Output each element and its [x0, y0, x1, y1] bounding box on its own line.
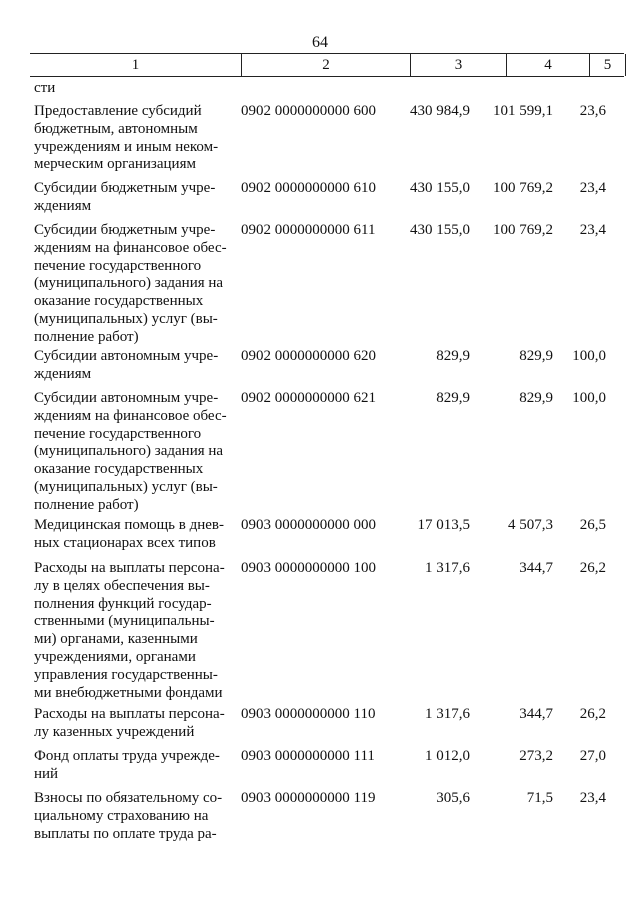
- description-line: Предоставление субсидий: [34, 103, 202, 119]
- row-col-5: 26,2: [579, 706, 606, 722]
- description-line: Расходы на выплаты персона-: [34, 706, 225, 722]
- row-col-3: 430 155,0: [410, 222, 470, 238]
- description-line: (муниципального) задания на: [34, 275, 224, 292]
- description-line: (муниципального) задания на: [34, 443, 224, 460]
- description-line: циальному страхованию на: [34, 807, 209, 824]
- row-description: [34, 748, 234, 784]
- description-line: лу казенных учреждений: [34, 723, 195, 740]
- description-line: полнение работ): [34, 496, 139, 513]
- description-line: ждениям на финансовое обес-: [34, 239, 227, 256]
- row-col-3: 1 012,0: [425, 748, 470, 764]
- description-line: Субсидии автономным учре-: [34, 390, 219, 406]
- row-description: [34, 180, 234, 216]
- row-col-5: 26,5: [579, 517, 606, 533]
- description-line: (муниципальных) услуг (вы-: [34, 478, 218, 495]
- description-line: ждениям: [34, 365, 92, 382]
- row-description: [34, 706, 234, 742]
- row-description: [34, 517, 234, 553]
- row-col-5: 23,4: [579, 790, 606, 806]
- row-code: 0903 0000000000 119: [241, 790, 376, 806]
- description-line: Субсидии автономным учре-: [34, 348, 219, 364]
- row-code: 0902 0000000000 600: [241, 103, 376, 119]
- description-line: ждениям на финансовое обес-: [34, 407, 227, 424]
- description-line: полнение работ): [34, 328, 139, 345]
- header-col-2: 2: [241, 54, 410, 76]
- description-line: Взносы по обязательному со-: [34, 790, 223, 806]
- row-col-4: 344,7: [519, 560, 553, 576]
- row-col-3: 305,6: [436, 790, 470, 806]
- description-line: ных стационарах всех типов: [34, 534, 216, 551]
- description-line: выплаты по оплате труда ра-: [34, 825, 217, 842]
- row-code: 0902 0000000000 620: [241, 348, 376, 364]
- description-line: полнения функций государ-: [34, 595, 212, 612]
- row-code: 0903 0000000000 110: [241, 706, 376, 722]
- row-col-3: 430 155,0: [410, 180, 470, 196]
- row-col-4: 344,7: [519, 706, 553, 722]
- description-line: управления государственны-: [34, 666, 218, 683]
- description-line: печение государственного: [34, 425, 202, 442]
- row-col-5: 23,6: [579, 103, 606, 119]
- table-header: [30, 53, 624, 77]
- row-col-5: 27,0: [579, 748, 606, 764]
- row-description: [34, 390, 234, 515]
- description-line: сти: [34, 80, 56, 96]
- row-code: 0903 0000000000 111: [241, 748, 375, 764]
- row-col-4: 829,9: [519, 348, 553, 364]
- row-col-5: 23,4: [579, 222, 606, 238]
- row-col-5: 23,4: [579, 180, 606, 196]
- header-col-4: 4: [506, 54, 589, 76]
- header-col-1: 1: [131, 57, 140, 73]
- row-col-4: 101 599,1: [493, 103, 553, 119]
- row-col-3: 829,9: [436, 390, 470, 406]
- row-col-4: 273,2: [519, 748, 553, 764]
- description-line: ственными (муниципальны-: [34, 613, 215, 630]
- row-description: [34, 80, 234, 98]
- description-line: оказание государственных: [34, 461, 204, 478]
- row-description: [34, 790, 234, 843]
- description-line: (муниципальных) услуг (вы-: [34, 310, 218, 327]
- description-line: бюджетным, автономным: [34, 120, 198, 137]
- row-col-4: 829,9: [519, 390, 553, 406]
- row-col-5: 100,0: [572, 390, 606, 406]
- description-line: оказание государственных: [34, 293, 204, 310]
- row-col-3: 829,9: [436, 348, 470, 364]
- header-col-3: 3: [410, 54, 506, 76]
- row-code: 0902 0000000000 621: [241, 390, 376, 406]
- description-line: Субсидии бюджетным учре-: [34, 180, 216, 196]
- row-code: 0903 0000000000 100: [241, 560, 376, 576]
- row-code: 0902 0000000000 611: [241, 222, 376, 238]
- row-col-3: 430 984,9: [410, 103, 470, 119]
- row-description: [34, 222, 234, 347]
- description-line: ждениям: [34, 197, 92, 214]
- description-line: ми) органами, казенными: [34, 631, 198, 648]
- row-col-4: 100 769,2: [493, 222, 553, 238]
- row-col-4: 71,5: [526, 790, 553, 806]
- description-line: лу в целях обеспечения вы-: [34, 577, 210, 594]
- row-col-3: 1 317,6: [425, 706, 470, 722]
- row-description: [34, 560, 234, 702]
- row-col-3: 17 013,5: [417, 517, 470, 533]
- row-description: [34, 348, 234, 384]
- row-col-4: 100 769,2: [493, 180, 553, 196]
- row-col-3: 1 317,6: [425, 560, 470, 576]
- header-col-5: 5: [589, 54, 626, 76]
- row-code: 0902 0000000000 610: [241, 180, 376, 196]
- description-line: печение государственного: [34, 257, 202, 274]
- description-line: Субсидии бюджетным учре-: [34, 222, 216, 238]
- description-line: ний: [34, 765, 59, 782]
- row-code: 0903 0000000000 000: [241, 517, 376, 533]
- row-description: [34, 103, 234, 174]
- description-line: ми внебюджетными фондами: [34, 684, 223, 701]
- row-col-5: 100,0: [572, 348, 606, 364]
- row-col-5: 26,2: [579, 560, 606, 576]
- description-line: Фонд оплаты труда учрежде-: [34, 748, 220, 764]
- description-line: Расходы на выплаты персона-: [34, 560, 225, 576]
- description-line: учреждениями, органами: [34, 648, 196, 665]
- row-col-4: 4 507,3: [508, 517, 553, 533]
- description-line: мерческим организациям: [34, 156, 196, 173]
- description-line: учреждениям и иным неком-: [34, 138, 219, 155]
- description-line: Медицинская помощь в днев-: [34, 517, 224, 533]
- page-number: 64: [312, 34, 328, 51]
